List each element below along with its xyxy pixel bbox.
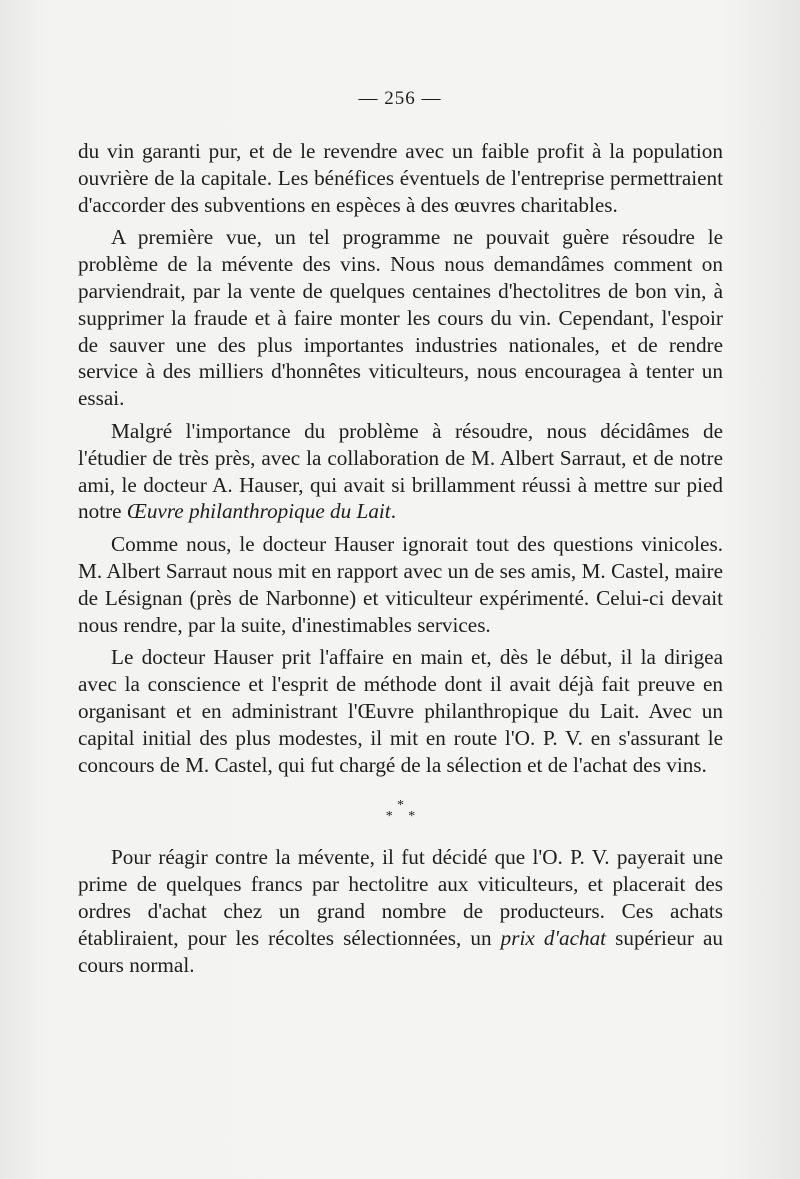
body-text xyxy=(78,138,723,978)
paragraph-6-text: Pour réagir contre la mévente, il fut décidé que l'O. P. V. payerait une prime de quelques francs par hectolitre aux viticulteurs, et placerait des ordres d'achat chez un grand nombre de producteurs. Ces achats établiraient, pour les récoltes sélectionnées, un xyxy=(78,845,723,950)
page-number: — 256 — xyxy=(358,88,442,109)
paragraph-6 xyxy=(78,844,723,978)
paragraph-6-end: supérieur au cours normal. xyxy=(78,925,723,977)
paragraph-3 xyxy=(78,418,723,525)
separator-asterisk-top: * xyxy=(397,798,404,814)
separator-asterisk-bottom: * * xyxy=(385,809,422,825)
paragraph-3-italic: Œuvre philanthropique du Lait xyxy=(126,499,391,524)
paragraph-3-text: Malgré l'importance du problème à résoudre, nous décidâmes de l'étudier de très près, avec la collaboration de M. Albert Sarraut, et de notre ami, le docteur A. Hauser, qui avait si brillamment réussi à mettre sur pied notre xyxy=(78,418,723,524)
paragraph-1: du vin garanti pur, et de le revendre avec un faible profit à la population ouvrière de la capitale. Les bénéfices éventuels de l'entreprise permettraient d'accorder des subventions en espèces à des œuvres charitables. xyxy=(78,139,723,217)
paragraph-6-italic: prix d'achat xyxy=(500,925,607,950)
paragraph-3-end: . xyxy=(390,499,396,524)
paragraph-4: Comme nous, le docteur Hauser ignorait tout des questions vinicoles. M. Albert Sarraut nous mit en rapport avec un de ses amis, M. Castel, maire de Lésignan (près de Narbonne) et viticulteur expérimenté. Celui-ci devait nous rendre, par la suite, d'inestimables services. xyxy=(78,532,723,637)
paragraph-5: Le docteur Hauser prit l'affaire en main et, dès le début, il la dirigea avec la conscience et l'esprit de méthode dont il avait déjà fait preuve en organisant et en administrant l'Œuvre philanthropique du Lait. Avec un capital initial des plus modestes, il mit en route l'O. P. V. en s'assurant le concours de M. Castel, qui fut chargé de la sélection et de l'achat des vins. xyxy=(78,645,723,777)
section-separator xyxy=(78,798,723,825)
paragraph-2: A première vue, un tel programme ne pouvait guère résoudre le problème de la mévente des vins. Nous nous demandâmes comment on parviendrait, par la vente de quelques centaines d'hectolitres de bon vin, à supprimer la fraude et à faire monter les cours du vin. Cependant, l'espoir de sauver une des plus importantes industries nationales, et de rendre service à des milliers d'honnêtes viticulteurs, nous encouragea à tenter un essai. xyxy=(78,225,723,411)
